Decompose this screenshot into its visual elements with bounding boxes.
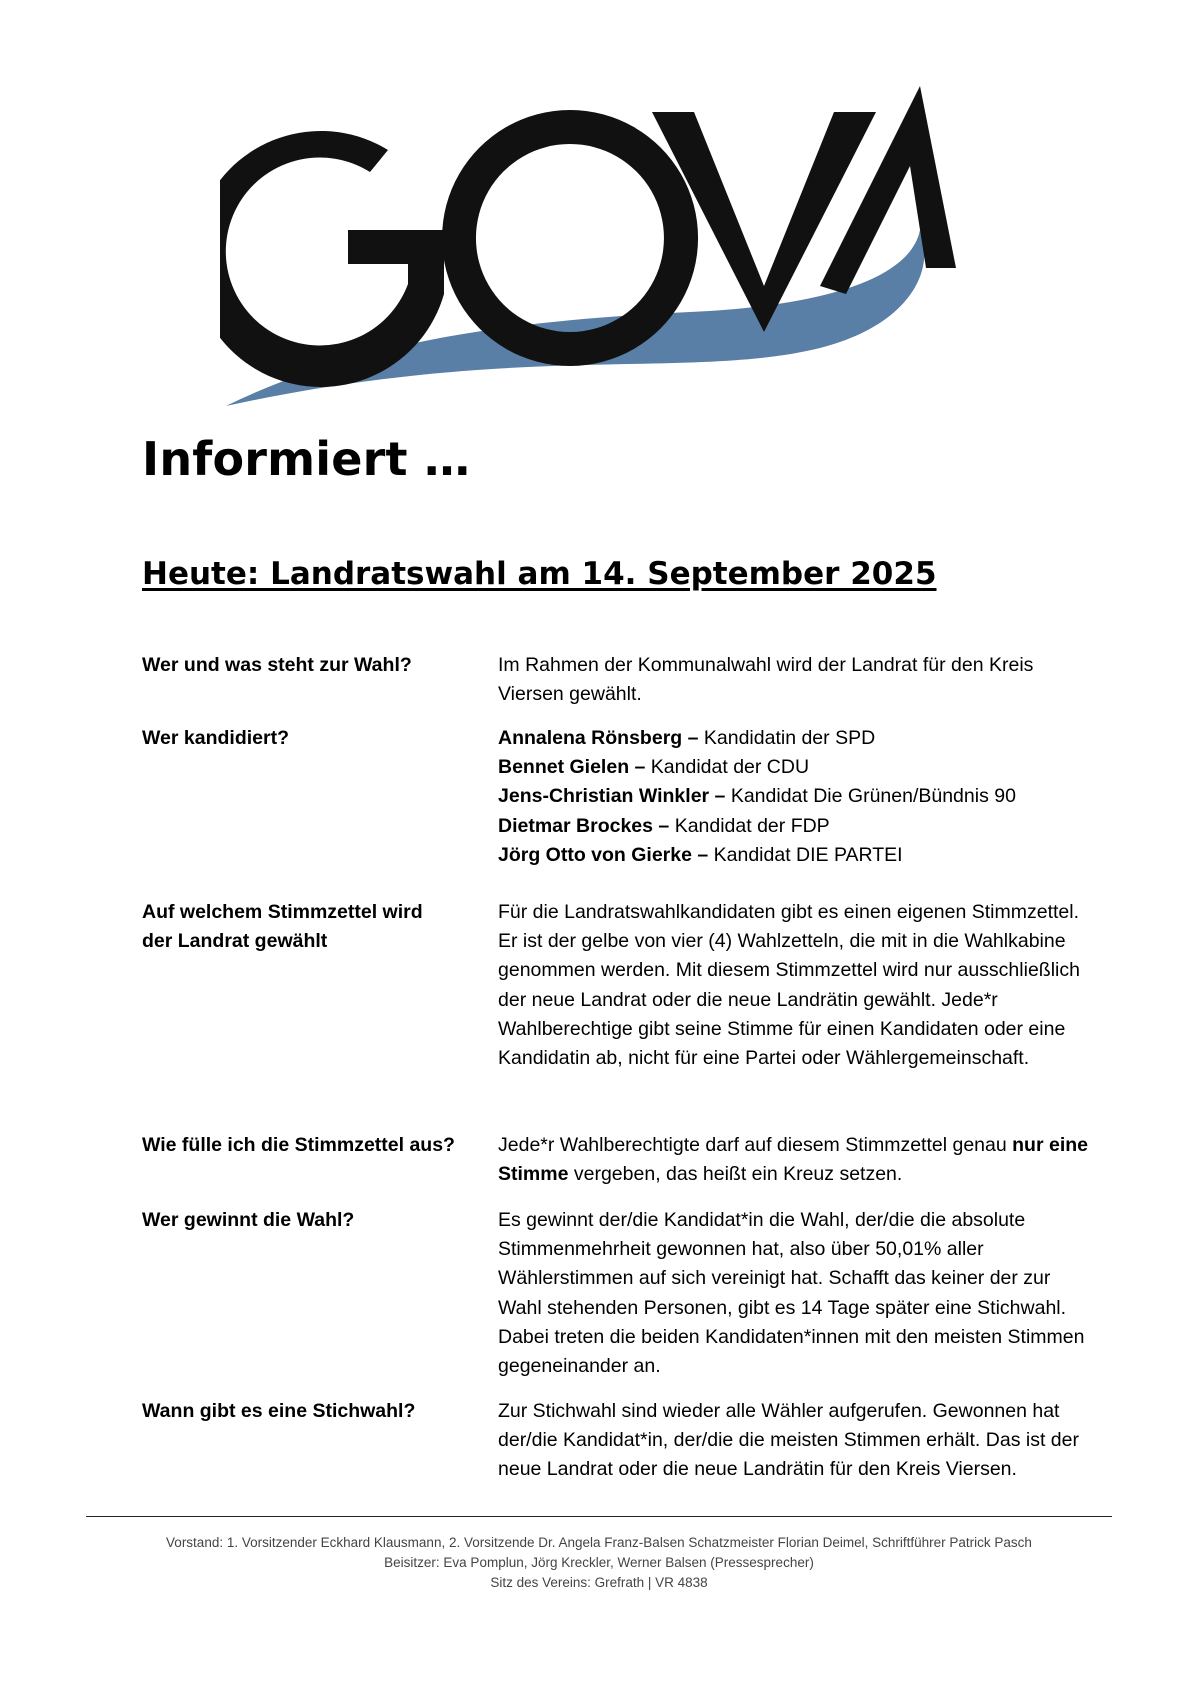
candidate-role: Kandidat der CDU <box>650 756 810 779</box>
candidate-list <box>498 724 1088 870</box>
qa-answer: Es gewinnt der/die Kandidat*in die Wahl, der/die die absolute Stimmenmehrheit gewonnen hat, also über 50,01% aller Wählerstimmen auf sich vereinigt hat. Schafft das keiner der zur Wahl stehenden Personen, gibt es 14 Tage später eine Stichwahl. Dabei treten die beiden Kandidaten*innen mit den meisten Stimmen gegeneinander an. <box>498 1209 1085 1378</box>
candidate-entry <box>498 753 1088 782</box>
qa-question: Wer gewinnt die Wahl? <box>142 1209 355 1231</box>
candidate-role: Kandidat der FDP <box>674 814 830 837</box>
qa-answer: Für die Landratswahlkandidaten gibt es einen eigenen Stimmzettel. Er ist der gelbe von vier (4) Wahlzetteln, die mit in die Wahlkabine genommen werden. Mit diesem Stimmzettel wird nur ausschließlich der neue Landrat oder die neue Landrätin gewählt. Jede*r Wahlberechtige gibt seine Stimme für einen Kandidaten oder eine Kandidatin ab, nicht für eine Partei oder Wählergemeinschaft. <box>498 901 1080 1070</box>
footer <box>86 1533 1112 1593</box>
footer-sitz: Sitz des Vereins: Grefrath | VR 4838 <box>490 1575 708 1590</box>
qa-answer-text: vergeben, das heißt ein Kreuz setzen. <box>573 1163 903 1186</box>
qa-question <box>142 898 482 956</box>
qa-question-line: Auf welchem Stimmzettel wird <box>142 901 423 923</box>
qa-question-line: der Landrat gewählt <box>142 930 328 953</box>
qa-answer <box>498 1131 1088 1189</box>
qa-answer: Zur Stichwahl sind wieder alle Wähler aufgerufen. Gewonnen hat der/die Kandidat*in, der/die die meisten Stimmen erhält. Das ist der neue Landrat oder die neue Landrätin für den Kreis Viersen. <box>498 1400 1079 1481</box>
candidate-entry <box>498 841 1088 870</box>
qa-answer: Im Rahmen der Kommunalwahl wird der Landrat für den Kreis Viersen gewählt. <box>498 654 1034 706</box>
document-subtitle: Informiert … <box>142 432 471 486</box>
candidate-role: Kandidat DIE PARTEI <box>713 843 903 866</box>
candidate-name: Bennet Gielen – <box>498 756 646 779</box>
qa-question: Wer kandidiert? <box>142 727 290 749</box>
qa-answer-emphasis: nur eine Stimme <box>498 1134 1088 1186</box>
qa-question: Wie fülle ich die Stimmzettel aus? <box>142 1134 455 1156</box>
footer-vorstand: Vorstand: 1. Vorsitzender Eckhard Klausmann, 2. Vorsitzende Dr. Angela Franz-Balsen Schatzmeister Florian Deimel, Schriftführer Patrick Pasch <box>166 1535 1032 1550</box>
candidate-role: Kandidat Die Grünen/Bündnis 90 <box>730 785 1016 808</box>
qa-answer-text: Jede*r Wahlberechtigte darf auf diesem Stimmzettel genau <box>498 1134 1007 1156</box>
footer-beisitzer: Beisitzer: Eva Pomplun, Jörg Kreckler, Werner Balsen (Pressesprecher) <box>384 1555 814 1570</box>
candidate-entry <box>498 812 1088 841</box>
candidate-entry <box>498 782 1088 811</box>
candidate-name: Dietmar Brockes – <box>498 814 670 837</box>
candidate-name: Jens-Christian Winkler – <box>498 785 726 808</box>
document-headline: Heute: Landratswahl am 14. September 2025 <box>142 556 937 592</box>
qa-question: Wann gibt es eine Stichwahl? <box>142 1400 416 1422</box>
govm-logo <box>220 80 1010 410</box>
candidate-role: Kandidatin der SPD <box>703 727 876 749</box>
candidate-entry <box>498 724 1088 753</box>
qa-question: Wer und was steht zur Wahl? <box>142 654 412 676</box>
candidate-name: Annalena Rönsberg – <box>498 727 699 749</box>
candidate-name: Jörg Otto von Gierke – <box>498 843 709 866</box>
footer-divider <box>86 1516 1112 1517</box>
